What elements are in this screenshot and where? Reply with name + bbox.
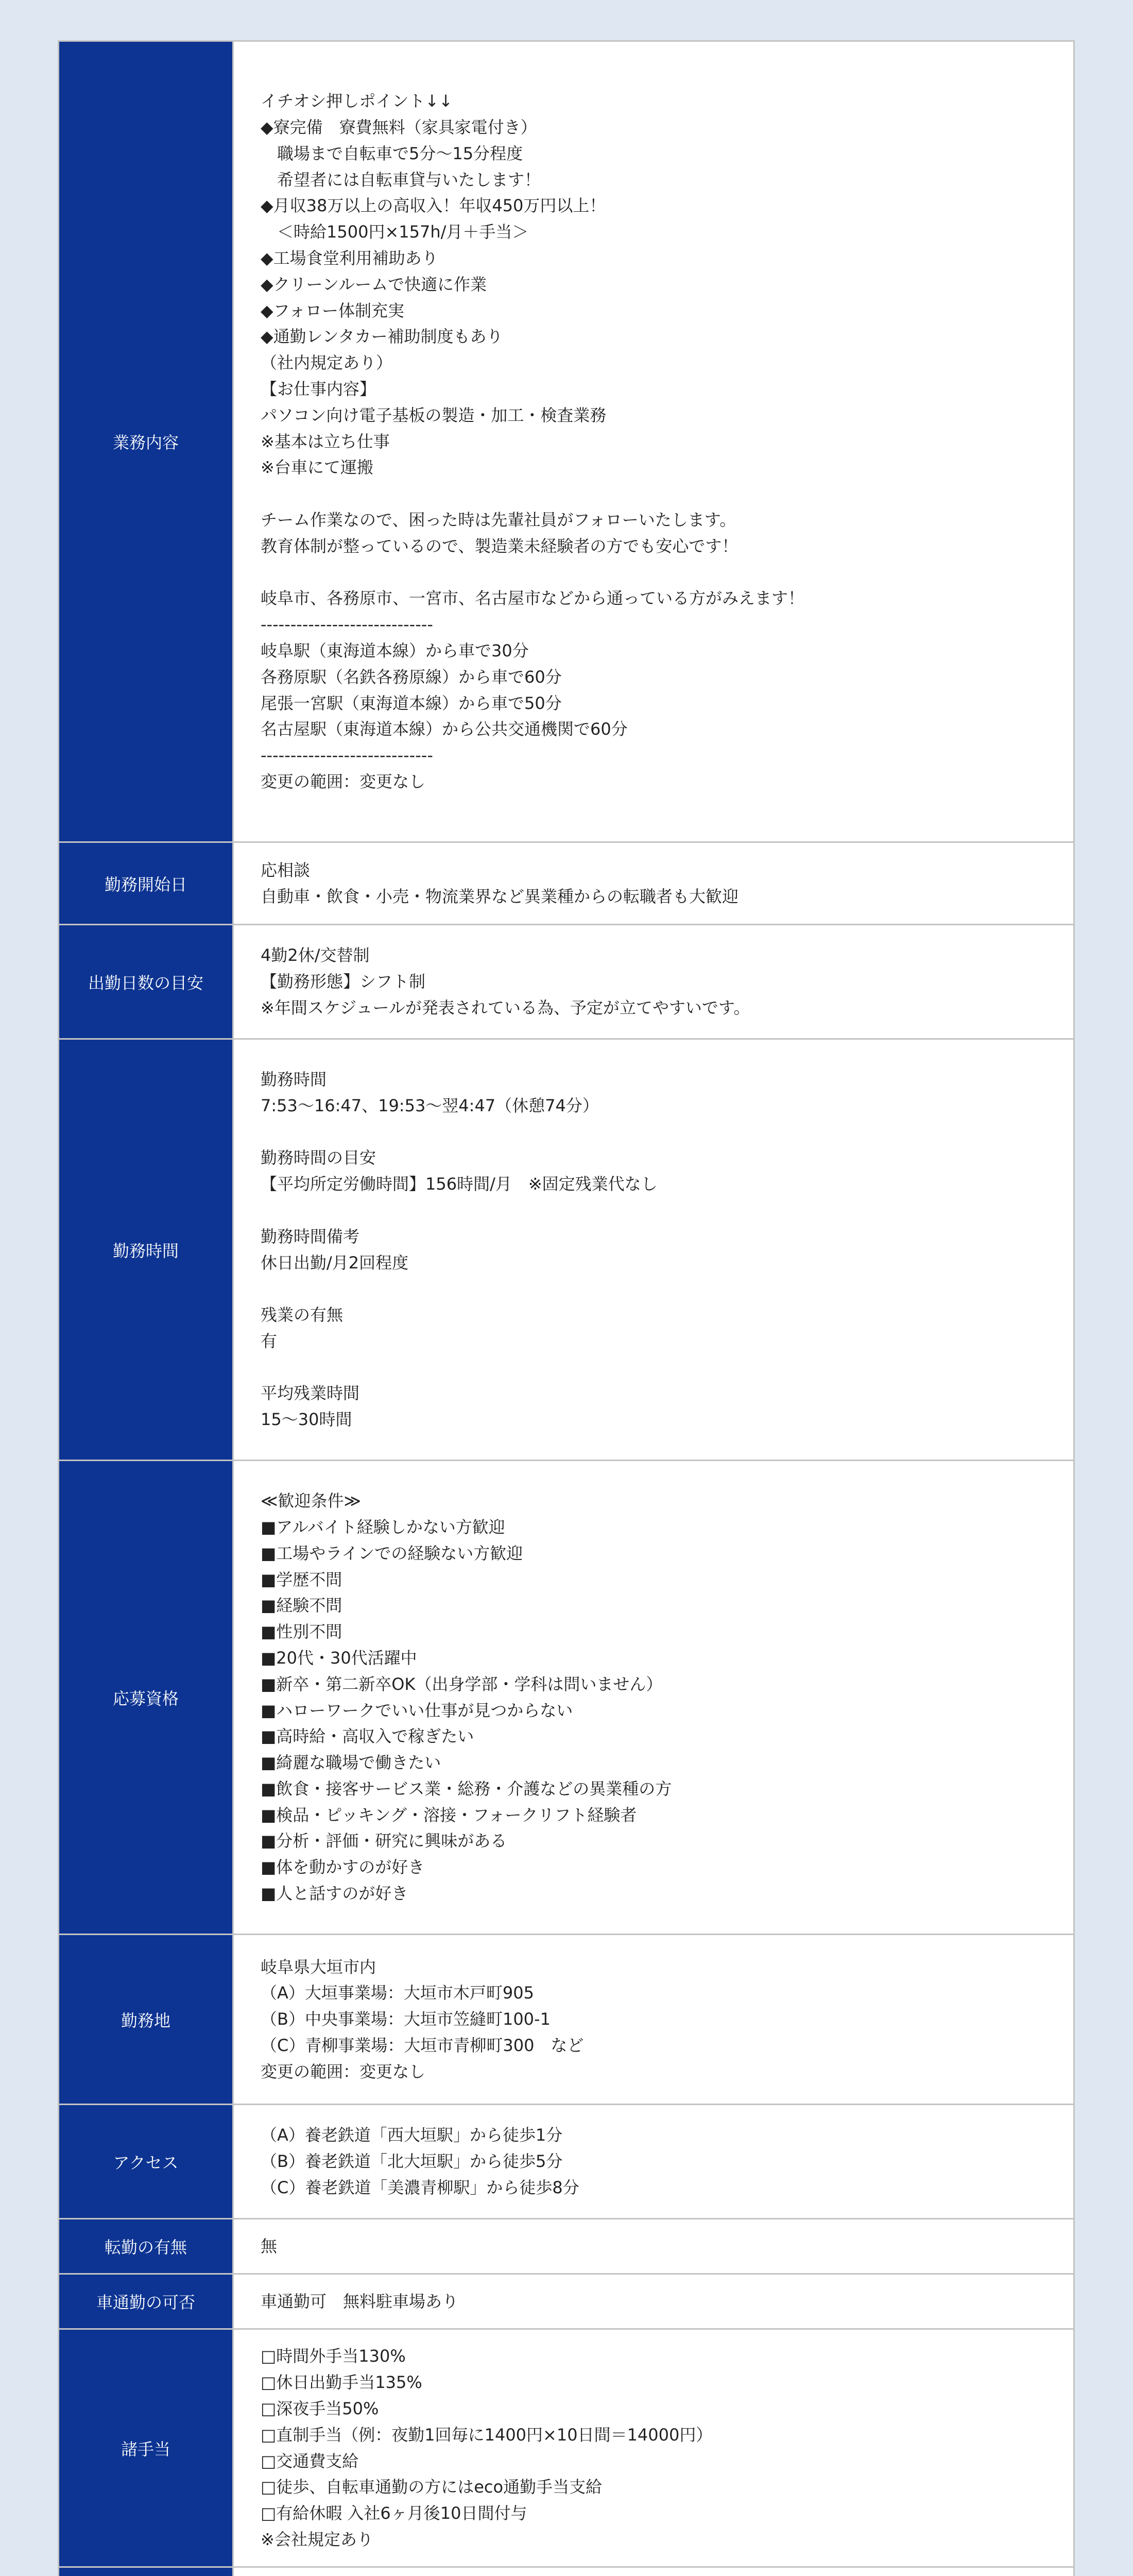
value-qualifications: ≪歓迎条件≫ ■アルバイト経験しかない方歓迎 ■工場やラインでの経験ない方歓迎 ■学歴不問 ■経験不問 ■性別不問 ■20代・30代活躍中 ■新卒・第二新卒OK（出身学部・学科は問いません） ■ハローワークでいい仕事が見つからない ■高時給・高収入で稼ぎたい ■綺麗な職場で働きたい ■飲食・接客サービス業・総務・介護などの異業種の方 ■検品・ピッキング・溶接・フォークリフト経験者 ■分析・評価・研究に興味がある ■体を動かすのが好き ■人と話すのが好き xyxy=(233,1461,1074,1935)
row-job-content xyxy=(59,41,1074,842)
label-car-commute: 車通勤の可否 xyxy=(59,2274,233,2329)
job-details-sheet xyxy=(58,40,1075,2576)
value-job-content: イチオシ押しポイント↓↓ ◆寮完備 寮費無料（家具家電付き） 職場まで自転車で5分〜15分程度 希望者には自転車貸与いたします！ ◆月収38万以上の高収入！年収450万円以上！ ＜時給1500円×157h/月＋手当＞ ◆工場食堂利用補助あり ◆クリーンルームで快適に作業 ◆フォロー体制充実 ◆通勤レンタカー補助制度もあり （社内規定あり） 【お仕事内容】 パソコン向け電子基板の製造・加工・検査業務 ※基本は立ち仕事 ※台車にて運搬 チーム作業なので、困った時は先輩社員がフォローいたします。 教育体制が整っているので、製造業未経験者の方でも安心です！ 岐阜市、各務原市、一宮市、名古屋市などから通っている方がみえます！ ‐‐‐‐‐‐‐‐‐‐‐‐‐‐‐‐‐‐‐‐‐‐‐‐‐‐‐‐‐ 岐阜駅（東海道本線）から車で30分 各務原駅（名鉄各務原線）から車で60分 尾張一宮駅（東海道本線）から車で50分 名古屋駅（東海道本線）から公共交通機関で60分 ‐‐‐‐‐‐‐‐‐‐‐‐‐‐‐‐‐‐‐‐‐‐‐‐‐‐‐‐‐ 変更の範囲：変更なし xyxy=(233,41,1074,842)
label-start-date: 勤務開始日 xyxy=(59,842,233,925)
row-work-days xyxy=(59,925,1074,1039)
row-qualifications xyxy=(59,1461,1074,1935)
label-allowances: 諸手当 xyxy=(59,2329,233,2567)
job-details-table xyxy=(58,40,1075,2576)
value-access: （A）養老鉄道「西大垣駅」から徒歩1分 （B）養老鉄道「北大垣駅」から徒歩5分 （C）養老鉄道「美濃青柳駅」から徒歩8分 xyxy=(233,2105,1074,2219)
label-access: アクセス xyxy=(59,2105,233,2219)
label-holidays xyxy=(59,2567,233,2576)
value-location: 岐阜県大垣市内 （A）大垣事業場：大垣市木戸町905 （B）中央事業場：大垣市笠縫町100-1 （C）青柳事業場：大垣市青柳町300 など 変更の範囲：変更なし xyxy=(233,1935,1074,2105)
row-car-commute xyxy=(59,2274,1074,2329)
value-car-commute: 車通勤可 無料駐車場あり xyxy=(233,2274,1074,2329)
value-work-hours: 勤務時間 7:53〜16:47、19:53〜翌4:47（休憩74分） 勤務時間の目安 【平均所定労働時間】156時間/月 ※固定残業代なし 勤務時間備考 休日出勤/月2回程度 残業の有無 有 平均残業時間 15〜30時間 xyxy=(233,1039,1074,1461)
row-work-hours xyxy=(59,1039,1074,1461)
label-job-content: 業務内容 xyxy=(59,41,233,842)
row-allowances xyxy=(59,2329,1074,2567)
label-relocation: 転勤の有無 xyxy=(59,2219,233,2274)
value-start-date: 応相談 自動車・飲食・小売・物流業界など異業種からの転職者も大歓迎 xyxy=(233,842,1074,925)
label-work-hours: 勤務時間 xyxy=(59,1039,233,1461)
row-access xyxy=(59,2105,1074,2219)
value-relocation: 無 xyxy=(233,2219,1074,2274)
label-location: 勤務地 xyxy=(59,1935,233,2105)
value-holidays xyxy=(233,2567,1074,2576)
row-start-date xyxy=(59,842,1074,925)
label-work-days: 出勤日数の目安 xyxy=(59,925,233,1039)
value-work-days: 4勤2休/交替制 【勤務形態】シフト制 ※年間スケジュールが発表されている為、予定が立てやすいです。 xyxy=(233,925,1074,1039)
row-location xyxy=(59,1935,1074,2105)
label-qualifications: 応募資格 xyxy=(59,1461,233,1935)
row-holidays xyxy=(59,2567,1074,2576)
row-relocation xyxy=(59,2219,1074,2274)
value-allowances: □時間外手当130% □休日出勤手当135% □深夜手当50% □直制手当（例：夜勤1回毎に1400円×10日間＝14000円） □交通費支給 □徒歩、自転車通勤の方にはeco通勤手当支給 □有給休暇 入社6ヶ月後10日間付与 ※会社規定あり xyxy=(233,2329,1074,2567)
